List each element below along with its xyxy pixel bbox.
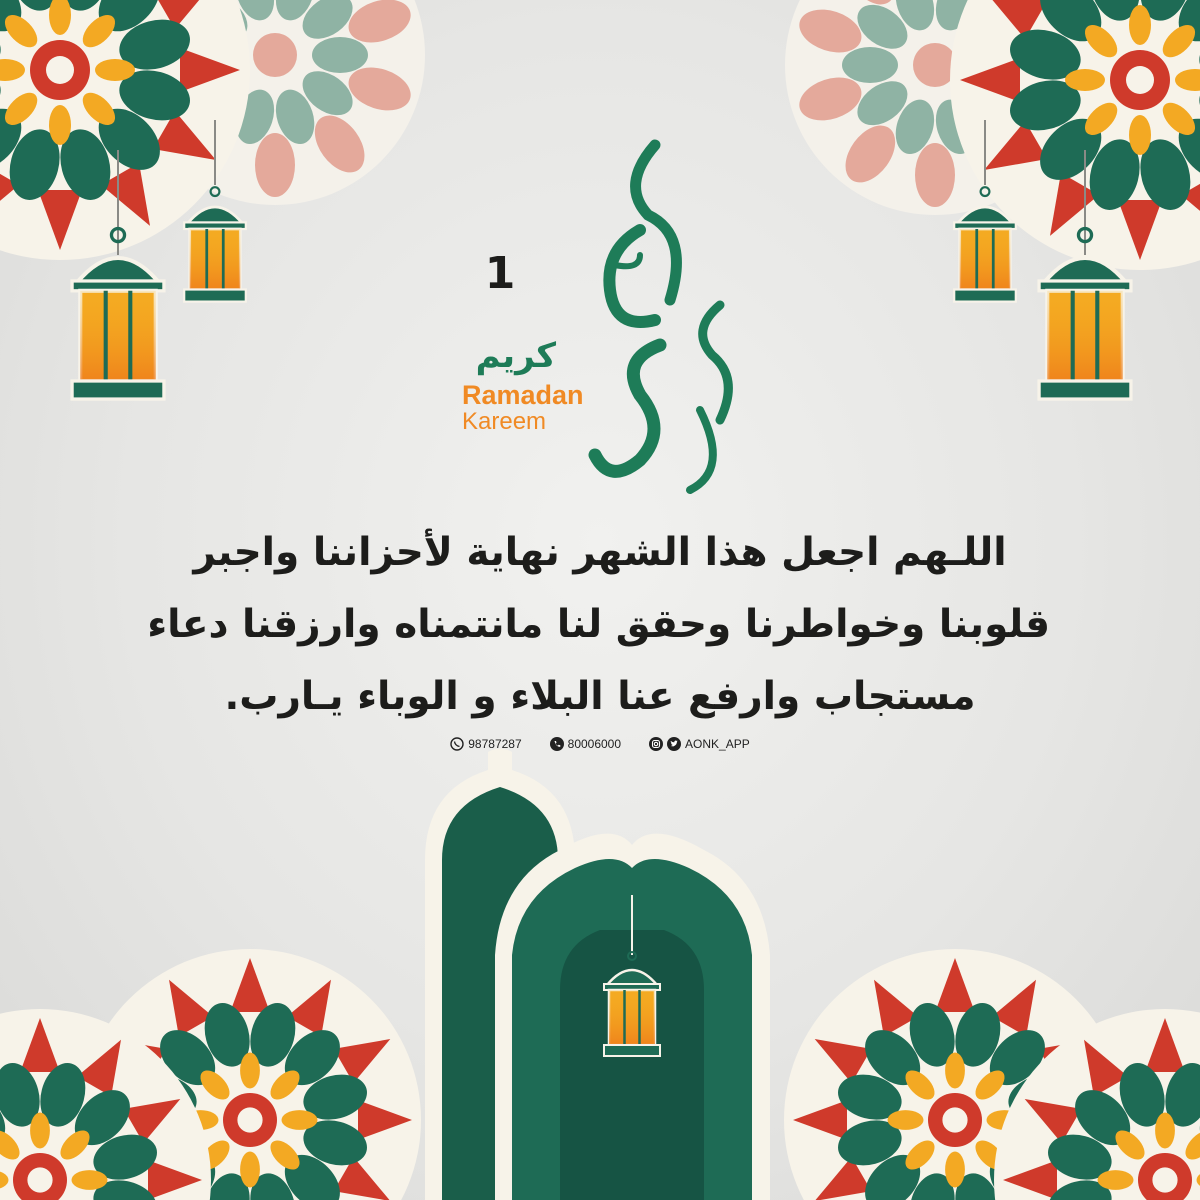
dua-line-1: اللـهم اجعل هذا الشهر نهاية لأحزاننا واجبر <box>193 530 1007 575</box>
contact-bar <box>0 734 1200 754</box>
phone-icon <box>550 737 564 751</box>
phone-number: 80006000 <box>567 737 622 751</box>
greeting-english-kareem: Kareem <box>462 408 547 435</box>
greeting-english-ramadan: Ramadan <box>462 380 584 410</box>
contact-whatsapp <box>450 737 521 751</box>
social-handle: AONK_APP <box>685 737 750 751</box>
contact-phone <box>550 737 621 751</box>
dua-text <box>147 525 1050 741</box>
whatsapp-icon <box>450 737 464 751</box>
twitter-icon <box>667 737 681 751</box>
day-number: 1 <box>484 248 516 299</box>
dua-line-3: مستجاب وارفع عنا البلاء و الوباء يـارب. <box>224 674 976 719</box>
mosque-silhouette <box>425 749 770 1200</box>
greeting-arabic: كريم <box>475 336 556 376</box>
whatsapp-number: 98787287 <box>468 737 522 751</box>
instagram-icon <box>649 737 663 751</box>
ramadan-calligraphy <box>595 145 728 490</box>
contact-social <box>649 737 750 751</box>
dua-line-2: قلوبنا وخواطرنا وحقق لنا مانتمناه وارزقنا دعاء <box>147 602 1050 647</box>
